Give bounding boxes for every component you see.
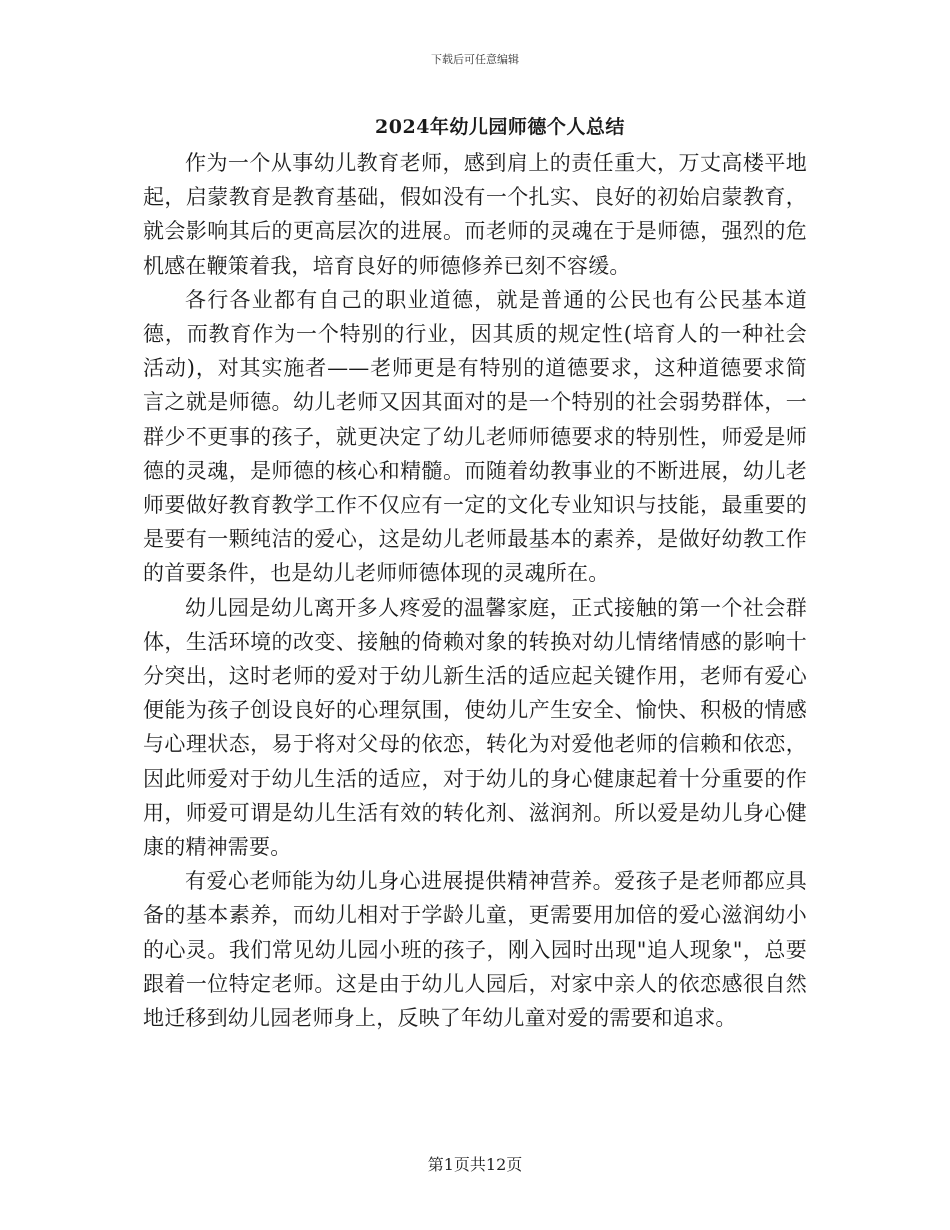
header-note: 下载后可任意编辑 [431,53,519,66]
page-number: 第1页共12页 [427,1155,523,1174]
document-body [143,146,807,1035]
paragraph: 有爱心老师能为幼儿身心进展提供精神营养。爱孩子是老师都应具备的基本素养，而幼儿相对于学龄儿童，更需要用加倍的爱心滋润幼小的心灵。我们常见幼儿园小班的孩子，刚入园时出现"追人现象"，总要跟着一位特定老师。这是由于幼儿人园后，对家中亲人的依恋感很自然地迁移到幼儿园老师身上，反映了年幼儿童对爱的需要和追求。 [143,869,807,1031]
paragraph: 幼儿园是幼儿离开多人疼爱的温馨家庭，正式接触的第一个社会群体，生活环境的改变、接触的倚赖对象的转换对幼儿情绪情感的影响十分突出，这时老师的爱对于幼儿新生活的适应起关键作用，老师有爱心便能为孩子创设良好的心理氛围，使幼儿产生安全、愉快、积极的情感与心理状态，易于将对父母的依恋，转化为对爱他老师的信赖和依恋，因此师爱对于幼儿生活的适应，对于幼儿的身心健康起着十分重要的作用，师爱可谓是幼儿生活有效的转化剂、滋润剂。所以爱是幼儿身心健康的精神需要。 [143,595,807,860]
document-title: 2024年幼儿园师德个人总结 [375,116,625,138]
paragraph: 作为一个从事幼儿教育老师，感到肩上的责任重大，万丈高楼平地起，启蒙教育是教育基础，假如没有一个扎实、良好的初始启蒙教育，就会影响其后的更高层次的进展。而老师的灵魂在于是师德，强烈的危机感在鞭策着我，培育良好的师德修养已刻不容缓。 [143,151,807,278]
paragraph: 各行各业都有自己的职业道德，就是普通的公民也有公民基本道德，而教育作为一个特别的行业，因其质的规定性(培育人的一种社会活动)，对其实施者——老师更是有特别的道德要求，这种道德要求简言之就是师德。幼儿老师又因其面对的是一个特别的社会弱势群体，一群少不更事的孩子，就更决定了幼儿老师师德要求的特别性，师爱是师德的灵魂，是师德的核心和精髓。而随着幼教事业的不断进展，幼儿老师要做好教育教学工作不仅应有一定的文化专业知识与技能，最重要的是要有一颗纯洁的爱心，这是幼儿老师最基本的素养，是做好幼教工作的首要条件，也是幼儿老师师德体现的灵魂所在。 [143,287,807,586]
